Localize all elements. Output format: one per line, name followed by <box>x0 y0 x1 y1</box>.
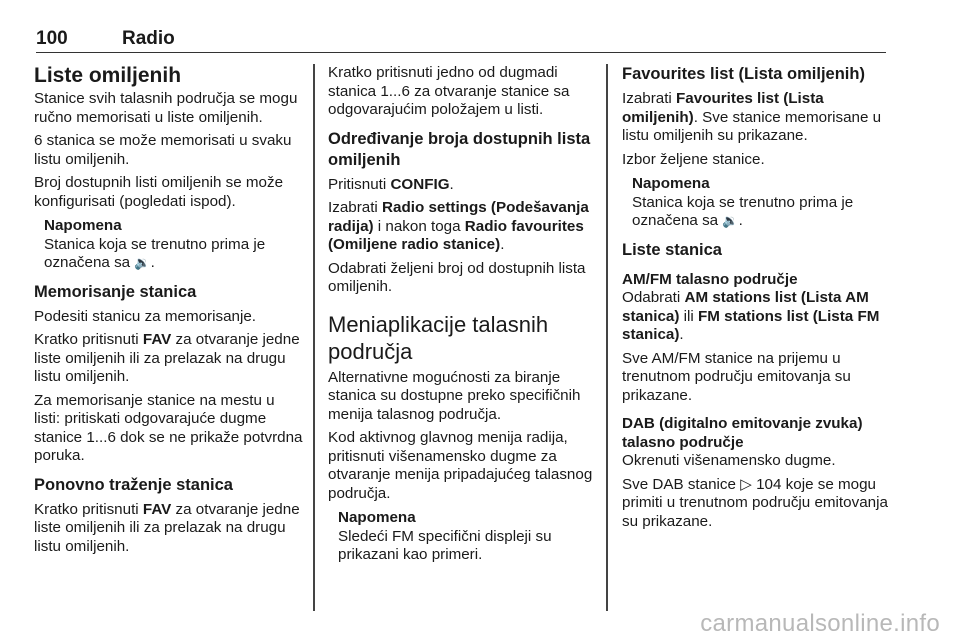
note-text: Stanica koja se trenutno prima je označena sa 🔉. <box>632 193 854 229</box>
paragraph: 6 stanica se može memorisati u svaku listu omiljenih. <box>34 132 292 168</box>
paragraph: Okrenuti višenamensko dugme. <box>622 452 836 469</box>
page-number: 100 <box>36 28 68 49</box>
note-text: Stanica koja se trenutno prima je označena sa 🔉. <box>44 235 266 271</box>
heading-favourites-list: Favourites list (Lista omiljenih) <box>622 65 865 83</box>
note-title: Napomena <box>632 175 710 192</box>
paragraph: Izbor željene stanice. <box>622 150 765 168</box>
paragraph: Odabrati željeni broj od dostupnih lista omiljenih. <box>328 259 586 295</box>
note-title: Napomena <box>44 217 122 234</box>
page-ref-arrow-icon[interactable]: ▷ <box>740 475 752 493</box>
section-title: Radio <box>122 28 175 49</box>
note-box <box>632 175 894 231</box>
heading-dab: DAB (digitalno emitovanje zvuka) talasno područje <box>622 415 863 451</box>
paragraph: Stanice svih talasnih područja se mogu ručno memorisati u liste omiljenih. <box>34 90 298 126</box>
speaker-icon: 🔉 <box>134 255 151 270</box>
paragraph: Sve DAB stanice ▷ 104 koje se mogu primiti u trenutnom području emitovanja su prikazane. <box>622 475 888 530</box>
heading-favourites: Liste omiljenih <box>34 64 182 87</box>
paragraph: Pritisnuti CONFIG. <box>328 175 454 193</box>
paragraph: Kratko pritisnuti FAV za otvaranje jedne liste omiljenih ili za prelazak na drugu listu omiljenih. <box>34 331 300 385</box>
watermark: carmanualsonline.info <box>700 610 940 637</box>
speaker-icon: 🔉 <box>722 213 739 228</box>
heading-recall: Ponovno traženje stanica <box>34 475 233 494</box>
paragraph: Kratko pritisnuti jedno od dugmadi stanica 1...6 za otvaranje stanice sa odgovarajućim položajem u listi. <box>328 64 570 118</box>
heading-station-lists: Liste stanica <box>622 240 722 259</box>
note-box <box>44 217 304 273</box>
column-3 <box>622 64 894 536</box>
heading-band-menus: Meniaplikacije talasnih područja <box>328 311 549 364</box>
paragraph: Odabrati AM stations list (Lista AM stanica) ili FM stations list (Lista FM stanica). <box>622 289 880 343</box>
note-box <box>338 509 596 565</box>
page-ref-link[interactable]: 104 <box>756 475 782 493</box>
paragraph: Izabrati Radio settings (Podešavanja radija) i nakon toga Radio favourites (Omiljene radio stanice). <box>328 199 589 253</box>
paragraph: Broj dostupnih listi omiljenih se može konfigurisati (pogledati ispod). <box>34 174 284 210</box>
paragraph: Izabrati Favourites list (Lista omiljenih). Sve stanice memorisane u listu omiljenih su prikazane. <box>622 90 882 144</box>
column-2 <box>328 64 596 570</box>
heading-memorize: Memorisanje stanica <box>34 282 197 301</box>
paragraph: Alternativne mogućnosti za biranje stanica su dostupne preko specifičnih menija talasnog područja. <box>328 368 581 423</box>
paragraph: Sve AM/FM stanice na prijemu u trenutnom području emitovanja su prikazane. <box>622 349 851 404</box>
column-divider <box>606 64 608 611</box>
heading-count: Određivanje broja dostupnih lista omiljenih <box>328 129 591 169</box>
paragraph: Za memorisanje stanice na mestu u listi: pritiskati odgovarajuće dugme stanice 1...6 dok se ne prikaže potvrdna poruka. <box>34 391 303 464</box>
note-text: Sledeći FM specifični displeji su prikazani kao primeri. <box>338 527 552 563</box>
page-header <box>36 30 886 53</box>
paragraph: Podesiti stanicu za memorisanje. <box>34 307 257 325</box>
heading-amfm: AM/FM talasno područje <box>622 270 798 288</box>
column-divider <box>313 64 315 611</box>
note-title: Napomena <box>338 509 416 526</box>
column-1 <box>34 64 304 561</box>
paragraph: Kod aktivnog glavnog menija radija, pritisnuti višenamensko dugme za otvaranje menija pripadajućeg talasnog područja. <box>328 429 593 502</box>
paragraph: Kratko pritisnuti FAV za otvaranje jedne liste omiljenih ili za prelazak na drugu listu omiljenih. <box>34 500 300 555</box>
